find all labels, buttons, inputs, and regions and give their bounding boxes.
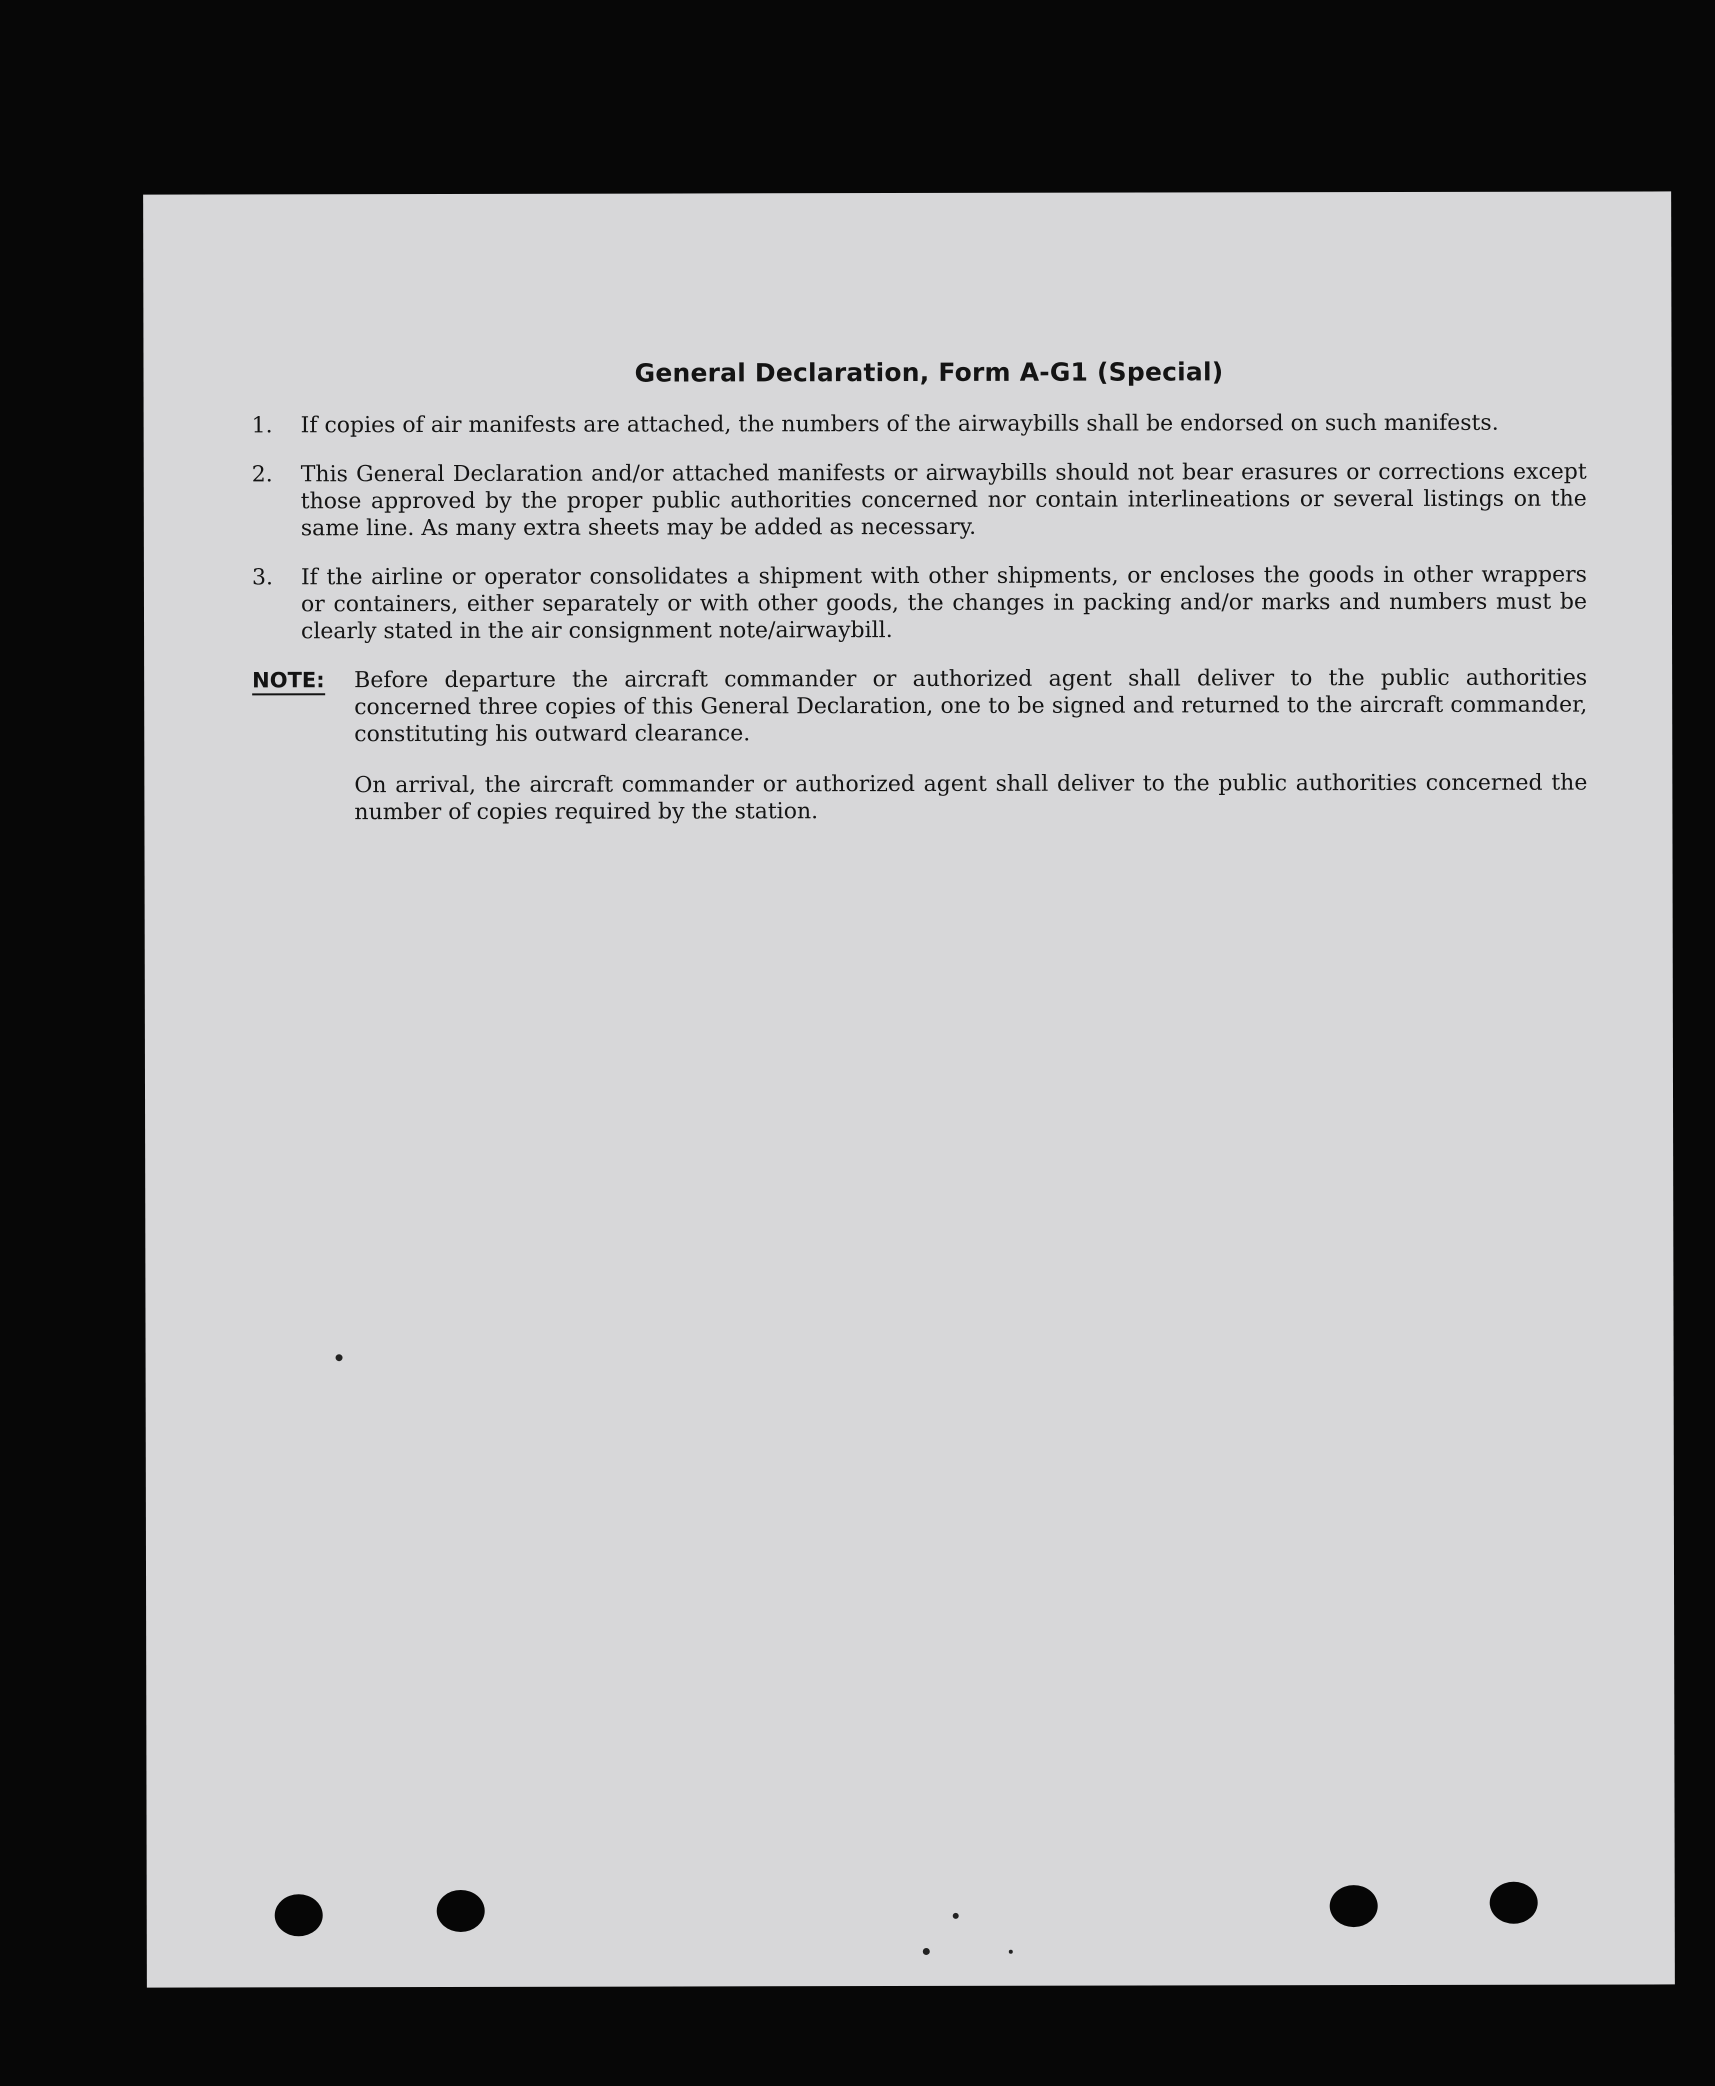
item-number: 3.: [251, 565, 273, 591]
item-number: 2.: [251, 462, 273, 488]
list-item: [252, 410, 1587, 440]
note-paragraph: Before departure the aircraft commander or authorized agent shall deliver to the public authorities concerned three copies of this General Declaration, one to be signed and returned to the aircraft commander, constituting his outward clearance.: [354, 665, 1588, 748]
note-section: [252, 665, 1587, 851]
punch-hole: [275, 1894, 323, 1936]
note-paragraph: On arrival, the aircraft commander or authorized agent shall deliver to the public authorities concerned the number of copies required by the station.: [354, 770, 1588, 826]
paper-speck: [1009, 1950, 1013, 1954]
punch-hole: [1490, 1882, 1538, 1924]
document-title: General Declaration, Form A-G1 (Special): [634, 357, 1224, 388]
paper-speck: [923, 1948, 930, 1955]
paper-speck: [953, 1913, 959, 1919]
punch-hole: [437, 1890, 485, 1932]
item-text: This General Declaration and/or attached manifests or airwaybills should not bear erasures or corrections except those approved by the proper public authorities concerned nor contain interlineations or several listings on the same line. As many extra sheets may be added as necessary.: [300, 459, 1587, 542]
paper-speck: [336, 1354, 343, 1361]
document-page: [143, 191, 1675, 1987]
list-item: [252, 459, 1587, 543]
note-body: [354, 665, 1587, 851]
list-item: [252, 562, 1587, 646]
item-text: If copies of air manifests are attached, the numbers of the airwaybills shall be endorsed on such manifests.: [300, 410, 1499, 439]
note-label: [252, 667, 354, 850]
item-number: 1.: [251, 413, 273, 439]
item-text: If the airline or operator consolidates a shipment with other shipments, or encloses the goods in other wrappers or containers, either separately or with other goods, the changes in packing and/or marks and numbers must be clearly stated in the air consignment note/airwaybill.: [300, 562, 1588, 645]
note-label-text: NOTE:: [252, 668, 325, 695]
punch-hole: [1330, 1885, 1378, 1927]
document-content: [251, 357, 1587, 851]
